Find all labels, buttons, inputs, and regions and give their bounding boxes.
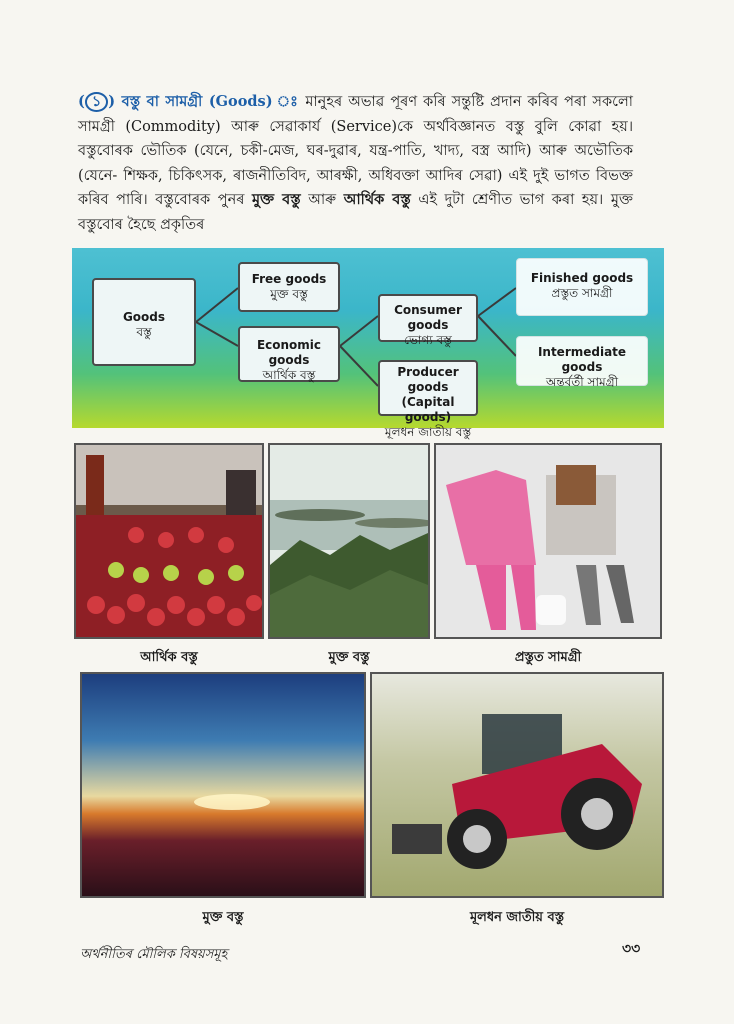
market-caption: আৰ্থিক বস্তু	[140, 650, 198, 665]
sunset-caption: মুক্ত বস্তু	[202, 910, 244, 925]
goods-classification-diagram	[72, 248, 664, 439]
section-heading-text: বস্তু বা সামগ্ৰী (Goods) ঃ	[121, 93, 300, 110]
consumer-goods-box	[378, 294, 478, 347]
page-number: ৩৩	[622, 941, 641, 957]
goods-box	[92, 278, 196, 366]
free-goods-en-label: Free goods	[251, 272, 327, 286]
consumer-goods-en-label: Consumer goods	[394, 303, 462, 332]
landscape-caption: মুক্ত বস্তু	[328, 650, 370, 665]
finished-goods-en-label: Finished goods	[530, 271, 634, 285]
goods-as-label: বস্তু	[136, 325, 152, 339]
economic-goods-as-label: আৰ্থিক বস্তু	[262, 368, 316, 382]
intermediate-goods-as-label: অন্তৰ্বৰ্তী সামগ্ৰী	[545, 375, 619, 389]
section-number: ১	[85, 92, 108, 112]
consumer-goods-as-label: ভোগ্য বস্তু	[404, 333, 452, 347]
economic-goods-box	[238, 326, 340, 382]
tractor-photo	[370, 672, 664, 898]
tractor-caption: মূলধন জাতীয় বস্তু	[469, 910, 565, 925]
intro-paragraph	[78, 90, 633, 237]
free-goods-box	[238, 262, 340, 312]
producer-goods-box	[378, 360, 478, 439]
capital-goods-en-label: (Capital goods)	[401, 395, 455, 424]
market-fruits-photo	[74, 443, 264, 639]
footer-title: অৰ্থনীতিৰ মৌলিক বিষয়সমূহ	[80, 947, 228, 962]
intermediate-goods-en-label: Intermediate goods	[537, 345, 627, 374]
sunset-photo	[80, 672, 366, 898]
bold-term-economic-goods: আৰ্থিক বস্তু	[343, 191, 411, 208]
clothes-caption: প্ৰস্তুত সামগ্ৰী	[514, 650, 582, 665]
bold-term-free-goods: মুক্ত বস্তু	[252, 191, 301, 208]
section-heading: ( ১ ) বস্তু বা সামগ্ৰী (Goods) ঃ	[78, 93, 300, 110]
free-goods-as-label: মুক্ত বস্তু	[270, 287, 308, 301]
paragraph-text-2: আৰু	[300, 192, 344, 208]
finished-goods-as-label: প্ৰস্তুত সামগ্ৰী	[551, 286, 613, 300]
economic-goods-en-label: Economic goods	[256, 338, 322, 367]
producer-goods-as-label: মূলধন জাতীয় বস্তু	[384, 425, 472, 439]
goods-en-label: Goods	[122, 310, 166, 324]
clothes-photo	[434, 443, 662, 639]
landscape-photo	[268, 443, 430, 639]
paragraph-text-3: এই দুটা শ্ৰেণীত ভাগ কৰা হয়। মুক্ত বস্তুবোৰ হৈছে প্ৰকৃতিৰ	[78, 192, 633, 233]
intermediate-goods-box	[516, 336, 648, 389]
paragraph-text-1: মানুহৰ অভাৱ পূৰণ কৰি সন্তুষ্টি প্ৰদান কৰিব পৰা সকলো সামগ্ৰী (Commodity) আৰু সেৱাকাৰ্য (Service)কে অৰ্থবিজ্ঞানত বস্তু বুলি কোৱা হয়। বস্তুবোৰক ভৌতিক (যেনে, চকী-মেজ, ঘৰ-দুৱাৰ, যন্ত্ৰ-পাতি, খাদ্য, বস্ত্ৰ আদি) আৰু অভৌতিক (যেনে- শিক্ষক, চিকিৎসক, ৰাজনীতিবিদ, আৰক্ষী, অধিবক্তা আদিৰ সেৱা) এই দুই ভাগত বিভক্ত কৰিব পাৰি। বস্তুবোৰক পুনৰ	[78, 94, 633, 208]
producer-goods-en-label: Producer goods	[397, 365, 459, 394]
finished-goods-box	[516, 258, 648, 316]
